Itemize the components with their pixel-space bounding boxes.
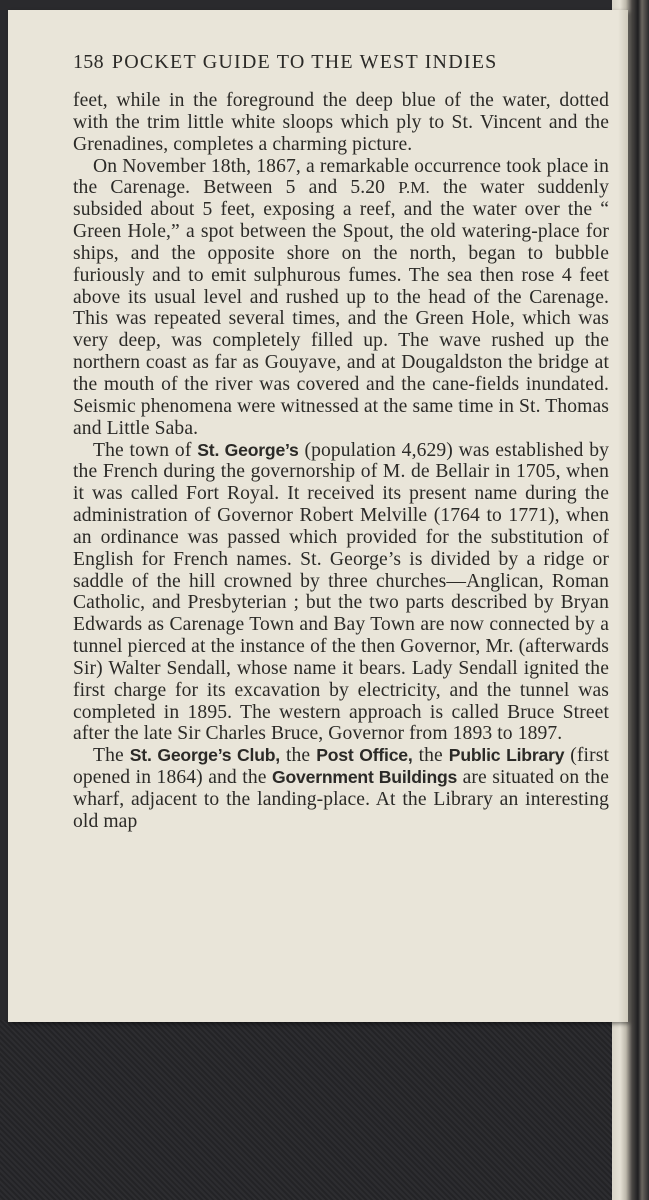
desk-background	[0, 1020, 649, 1200]
paragraph-2: On November 18th, 1867, a remarkable occurrence took place in the Carenage. Between 5 and 5.20 P.M. the water suddenly subsided about 5 feet, exposing a reef, and the water over the “ Green Hole,” a spot between the Spout, the old watering-place for ships, and the opposite shore on the north, began to bubble furiously and to emit sulphurous fumes. The sea then rose 4 feet above its usual level and rushed up to the head of the Carenage. This was repeated several times, and the Green Hole, which was very deep, was completely filled up. The wave rushed up the northern coast as far as Gouyave, and at Dougaldston the bridge at the mouth of the river was covered and the cane-fields inundated. Seismic phenomena were witnessed at the same time in St. Thomas and Little Saba.	[73, 155, 609, 439]
time-abbrev: P.M.	[398, 178, 430, 198]
running-header	[73, 52, 609, 72]
bold-term-st-georges: St. George’s	[197, 439, 299, 460]
bold-term-club: St. George’s Club,	[129, 745, 280, 766]
bold-term-post-office: Post Office,	[316, 745, 413, 766]
paragraph-1: feet, while in the foreground the deep blue of the water, dotted with the trim little white sloops which ply to St. Vincent and the Grenadines, completes a charming picture.	[73, 90, 609, 155]
page-text	[73, 52, 609, 833]
page-number: 158	[73, 51, 104, 73]
page-edge-shadow	[618, 10, 628, 1022]
bold-term-public-library: Public Library	[448, 745, 565, 766]
book-page	[8, 10, 628, 1022]
paragraph-4: The St. George’s Club, the Post Office, the Public Library (first opened in 1864) and the Government Buildings are situated on the wharf, adjacent to the landing-place. At the Library an interesting old map	[73, 745, 609, 832]
bold-term-government-buildings: Government Buildings	[272, 767, 458, 788]
running-title: POCKET GUIDE TO THE WEST INDIES	[111, 51, 498, 73]
paragraph-3: The town of St. George’s (population 4,629) was established by the French during the governorship of M. de Bellair in 1705, when it was called Fort Royal. It received its present name during the administration of Governor Robert Melville (1764 to 1771), when an ordinance was passed which provided for the substitution of English for French names. St. George’s is divided by a ridge or saddle of the hill crowned by three churches—Anglican, Roman Catholic, and Presbyterian ; but the two parts described by Bryan Edwards as Carenage Town and Bay Town are now connected by a tunnel pierced at the instance of the then Governor, Mr. (afterwards Sir) Walter Sendall, whose name it bears. Lady Sendall ignited the first charge for its excavation by electricity, and the tunnel was completed in 1895. The western approach is called Bruce Street after the late Sir Charles Bruce, Governor from 1893 to 1897.	[73, 439, 609, 745]
